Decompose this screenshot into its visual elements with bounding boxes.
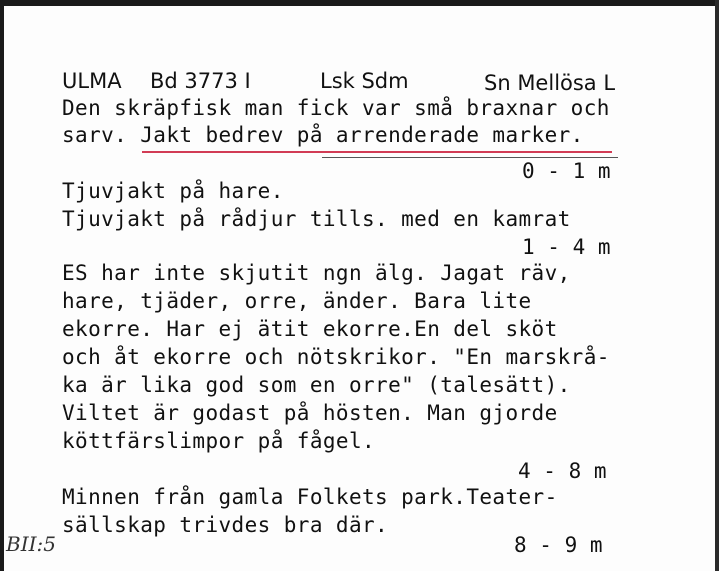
text-line-10: Viltet är godast på hösten. Man gjorde bbox=[62, 401, 558, 425]
text-line-9: ka är lika god som en orre" (talesätt). bbox=[62, 373, 571, 397]
header-volume: Bd 3773 I bbox=[150, 69, 251, 93]
age-range-2: 1 - 4 m bbox=[522, 235, 611, 259]
header-district: Lsk Sdm bbox=[320, 69, 409, 93]
text-line-2: sarv. Jakt bedrev på arrenderade marker. bbox=[62, 123, 584, 147]
text-line-1: Den skräpfisk man fick var små braxnar och bbox=[62, 96, 610, 120]
age-range-4: 8 - 9 m bbox=[514, 533, 603, 557]
text-line-11: köttfärslimpor på fågel. bbox=[62, 429, 376, 453]
text-line-8: och åt ekorre och nötskrikor. "En marskrå- bbox=[62, 345, 610, 369]
text-line-3: Tjuvjakt på hare. bbox=[62, 179, 284, 203]
text-line-7: ekorre. Har ej ätit ekorre.En del sköt bbox=[62, 317, 558, 341]
text-line-5: ES har inte skjutit ngn älg. Jagat räv, bbox=[62, 261, 571, 285]
underline-red bbox=[142, 151, 612, 153]
scan-border-right bbox=[715, 0, 719, 571]
header-archive: ULMA bbox=[62, 69, 122, 93]
text-line-4: Tjuvjakt på rådjur tills. med en kamrat bbox=[62, 207, 571, 231]
text-line-12: Minnen från gamla Folkets park.Teater- bbox=[62, 485, 558, 509]
age-range-3: 4 - 8 m bbox=[518, 459, 607, 483]
handwritten-margin-note: BII:5 bbox=[6, 532, 56, 556]
text-line-6: hare, tjäder, orre, änder. Bara lite bbox=[62, 289, 532, 313]
header-parish: Sn Mellösa L bbox=[484, 71, 616, 95]
text-line-13: sällskap trivdes bra där. bbox=[62, 513, 389, 537]
age-range-1: 0 - 1 m bbox=[522, 159, 611, 183]
